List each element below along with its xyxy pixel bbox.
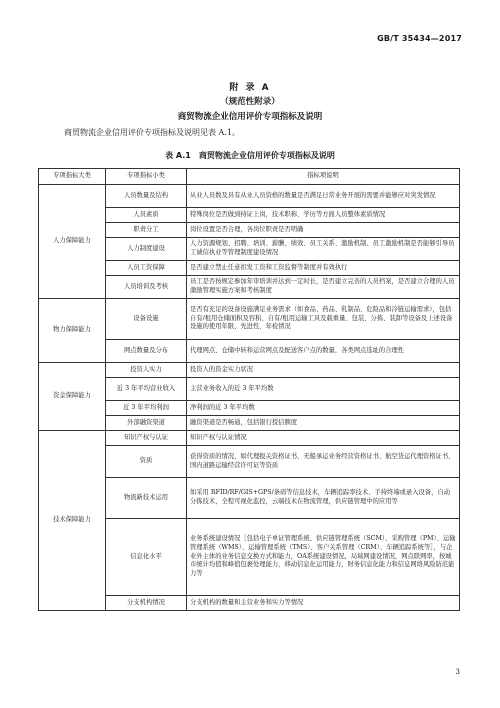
subcategory-cell: 设备设施 <box>106 299 187 340</box>
description-cell: 代理网点、仓储中转和运营网点及配送客户点的数量，各类网点选址的合理性 <box>187 340 460 363</box>
description-cell: 融资渠道是否畅通，包括银行授信额度 <box>187 416 460 431</box>
table-caption: 表 A.1 商贸物流企业信用评价专项指标及说明 <box>165 151 335 160</box>
subcategory-cell: 外部融资渠道 <box>106 416 187 431</box>
table-row <box>39 363 460 378</box>
subcategory-cell: 人员素质 <box>106 208 187 223</box>
header-category: 专项指标大类 <box>39 169 106 185</box>
standard-code: GB/T 35434—2017 <box>377 34 462 43</box>
table-header-row <box>39 169 460 185</box>
description-cell: 知识产权与认证情况 <box>187 431 460 446</box>
subcategory-cell: 物流新技术运用 <box>106 478 187 519</box>
description-cell: 岗位设置是否合理，各岗位职责是否明确 <box>187 223 460 238</box>
subcategory-cell: 网点数量及分布 <box>106 340 187 363</box>
description-cell: 人力资源规划、招聘、培训、薪酬、绩效、员工关系、激励机制、员工激励机制是否能够引导员工诚信执业等管理制度建设情况 <box>187 238 460 261</box>
subcategory-cell: 分支机构情况 <box>106 596 187 611</box>
spec-table <box>38 168 460 611</box>
description-cell: 业务系统建设情况［包括电子单证管理系统、供应链管理系统（SCM）、采购管理（PM）、运输管理系统（WMS）、运输管理系统（TMS）、客户关系管理（CRM）、车辆追踪系统等］，与企业外主体的业务信息交换方式和能力，OA系统建设情况，局域网建设情况，网点联网率，按城市统计均值和峰值包裹处理能力，移动信息化运用能力，财务信息化能力和信息网络风险防范能力等 <box>187 519 460 596</box>
subcategory-cell: 资质 <box>106 446 187 478</box>
subcategory-cell: 人员数量及结构 <box>106 185 187 208</box>
description-cell: 从业人员数及具有从业人员资格的数量是否满足日常业务开展的需要并能够应对突发情况 <box>187 185 460 208</box>
header-subcategory: 专项指标小类 <box>106 169 187 185</box>
category-cell: 技术保障能力 <box>39 431 106 611</box>
subcategory-cell: 职责分工 <box>106 223 187 238</box>
appendix-title: 附 录 A <box>229 83 271 93</box>
category-cell: 人力保障能力 <box>39 185 106 299</box>
header-description: 指标项说明 <box>187 169 460 185</box>
subcategory-cell: 知识产权与认证 <box>106 431 187 446</box>
subcategory-cell: 投资人实力 <box>106 363 187 378</box>
subcategory-cell: 近 3 年平均营业收入 <box>106 378 187 401</box>
subcategory-cell: 近 3 年平均利润 <box>106 401 187 416</box>
description-cell: 特殊岗位是否做到持证上岗，技术职称、学历等方面人员整体素质情况 <box>187 208 460 223</box>
subcategory-cell: 人员工资保障 <box>106 261 187 276</box>
page-number: 3 <box>455 668 460 676</box>
subcategory-cell: 信息化水平 <box>106 519 187 596</box>
description-cell: 投资人的资金实力状况 <box>187 363 460 378</box>
description-cell: 主营业务收入的近 3 年平均数 <box>187 378 460 401</box>
description-cell: 净利润的近 3 年平均数 <box>187 401 460 416</box>
table-row <box>39 185 460 208</box>
description-cell: 分支机构的数量和主营业务和实力等情况 <box>187 596 460 611</box>
appendix-name: 商贸物流企业信用评价专项指标及说明 <box>177 112 323 122</box>
table-row <box>39 299 460 340</box>
category-cell: 资金保障能力 <box>39 363 106 431</box>
description-cell: 是否有充足的设备设施满足业务需求（如食品、药品、乳制品、危险品和冷链运输需求），包括自有/租用仓储面积及容积、自有/租用运输工具及载重量、包装、分拣、装卸等设备及上述设备设施的使用年限、先进性、年检情况 <box>187 299 460 340</box>
description-cell: 如采用 RFID/RF/GIS+GPS/条码等信息技术，车辆追踪率技术、手持终端或录入设备，自动分拣技术，全程可视化监控，云端技术在物流管理，供应链管理中的应用等 <box>187 478 460 519</box>
subcategory-cell: 人员培训及考核 <box>106 276 187 299</box>
appendix-subtitle: （规范性附录） <box>220 97 280 107</box>
subcategory-cell: 人力制度建设 <box>106 238 187 261</box>
description-cell: 获得资质的情况，如代理报关资格证书、无船承运业务经营资格证书、航空货运代理资格证书、国内道路运输经营许可证等资质 <box>187 446 460 478</box>
description-cell: 员工是否按规定参加年审培训并达到一定时长，是否建立完善的人员档案，是否建立合理的人员激励管理实施方案和考核制度 <box>187 276 460 299</box>
description-cell: 是否建立禁止任意扣发工资和工资监督等制度并有效执行 <box>187 261 460 276</box>
intro-text: 商贸物流企业信用评价专项指标及说明见表 A.1。 <box>64 128 240 137</box>
category-cell: 物力保障能力 <box>39 299 106 363</box>
table-row <box>39 431 460 446</box>
